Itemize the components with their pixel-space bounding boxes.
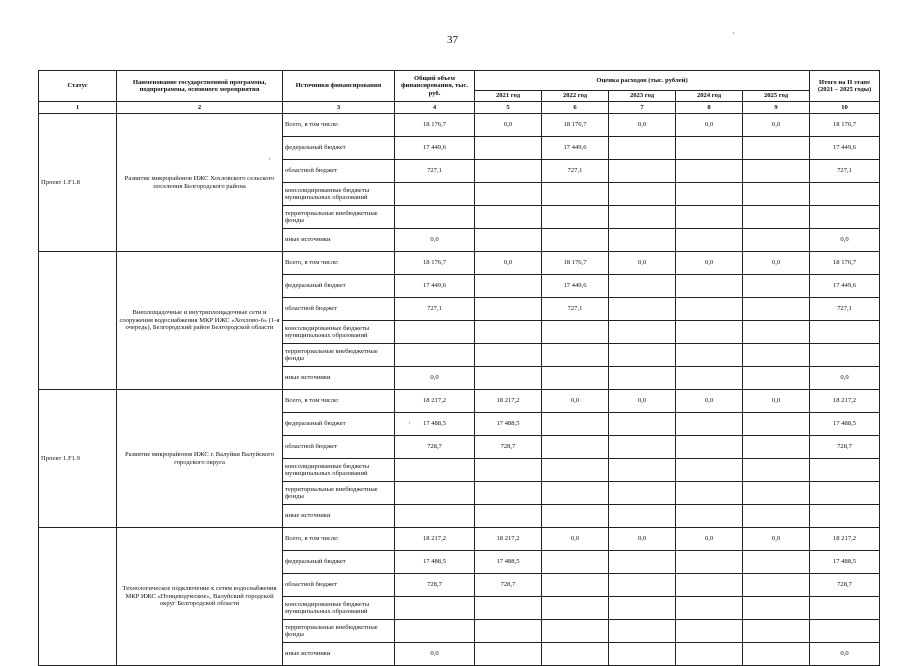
amount-cell [676,413,743,436]
amount-cell [609,321,676,344]
amount-cell: 0,0 [676,252,743,275]
amount-cell: 18 217,2 [810,528,880,551]
amount-cell [676,597,743,620]
amount-cell [743,620,810,643]
amount-cell [609,183,676,206]
funding-source: федеральный бюджет [283,551,395,574]
amount-cell [475,183,542,206]
amount-cell [743,137,810,160]
funding-source: федеральный бюджет [283,413,395,436]
funding-source: областной бюджет [283,436,395,459]
column-index: 7 [609,102,676,114]
funding-source: Всего, в том числе: [283,390,395,413]
amount-cell [395,597,475,620]
amount-cell [609,298,676,321]
amount-cell [475,229,542,252]
funding-source: областной бюджет [283,298,395,321]
amount-cell: 0,0 [810,229,880,252]
amount-cell [676,137,743,160]
amount-cell [542,643,609,666]
header-stage-total: Итого на II этапе (2021 – 2025 годы) [810,71,880,102]
amount-cell [475,459,542,482]
amount-cell [609,482,676,505]
project-status [39,528,117,666]
column-index-row [39,102,880,114]
scan-speck: · [732,28,735,38]
amount-cell [676,367,743,390]
amount-cell: 727,1 [810,160,880,183]
amount-cell: 18 217,2 [810,390,880,413]
amount-cell [475,597,542,620]
funding-source: областной бюджет [283,160,395,183]
amount-cell [542,321,609,344]
project-name: Развитие микрорайонов ИЖС г. Валуйки Валуйского городского округа [117,390,283,528]
amount-cell: 0,0 [743,390,810,413]
amount-cell [542,367,609,390]
amount-cell: 0,0 [676,390,743,413]
amount-cell: 727,1 [395,160,475,183]
amount-cell [542,482,609,505]
scan-speck: · [408,418,411,428]
amount-cell: 17 488,5 [810,551,880,574]
amount-cell [743,183,810,206]
project-status: Проект 1.F1.8 [39,114,117,252]
amount-cell [743,459,810,482]
amount-cell [810,505,880,528]
amount-cell: 17 488,5 [395,413,475,436]
amount-cell: 18 217,2 [395,390,475,413]
amount-cell: 727,1 [542,298,609,321]
amount-cell [676,436,743,459]
amount-cell: 18 217,2 [475,528,542,551]
column-index: 3 [283,102,395,114]
column-index: 4 [395,102,475,114]
project-name: Внеплощадочные и внутриплощадочные сети и сооружения водоснабжения МКР ИЖС «Хохлово-6» (1-я очередь), Белгородский район Белгородской области [117,252,283,390]
amount-cell [475,160,542,183]
column-index: 6 [542,102,609,114]
amount-cell [743,321,810,344]
amount-cell [475,321,542,344]
header-name: Наименование государственной программы, подпрограммы, основного мероприятия [117,71,283,102]
amount-cell [676,321,743,344]
amount-cell [743,597,810,620]
amount-cell [609,436,676,459]
amount-cell [743,643,810,666]
amount-cell [542,459,609,482]
amount-cell: 0,0 [475,114,542,137]
amount-cell [676,344,743,367]
amount-cell [810,344,880,367]
funding-source: федеральный бюджет [283,137,395,160]
amount-cell: 0,0 [609,390,676,413]
column-index: 8 [676,102,743,114]
amount-cell [395,620,475,643]
amount-cell [609,160,676,183]
table-row [39,114,880,137]
funding-source: территориальные внебюджетные фонды [283,206,395,229]
project-status: Проект 1.F1.9 [39,390,117,528]
amount-cell [810,183,880,206]
amount-cell [609,413,676,436]
column-index: 2 [117,102,283,114]
amount-cell [743,206,810,229]
amount-cell: 0,0 [743,114,810,137]
funding-source: иные источники [283,367,395,390]
amount-cell [609,344,676,367]
amount-cell [542,206,609,229]
amount-cell [542,574,609,597]
amount-cell [542,413,609,436]
amount-cell: 17 449,6 [542,275,609,298]
amount-cell [609,229,676,252]
page-number: 37 [447,34,458,46]
amount-cell [810,459,880,482]
header-year: 2025 год [743,91,810,102]
amount-cell: 0,0 [810,643,880,666]
header-total: Общий объем финансирования, тыс. руб. [395,71,475,102]
amount-cell [395,206,475,229]
amount-cell [542,183,609,206]
amount-cell [676,459,743,482]
amount-cell [743,298,810,321]
amount-cell [676,482,743,505]
amount-cell: 728,7 [810,574,880,597]
amount-cell [743,367,810,390]
amount-cell [609,505,676,528]
amount-cell [676,160,743,183]
funding-source: иные источники [283,505,395,528]
amount-cell [810,206,880,229]
amount-cell [395,344,475,367]
amount-cell [609,574,676,597]
funding-source: федеральный бюджет [283,275,395,298]
column-index: 1 [39,102,117,114]
amount-cell: 17 488,5 [810,413,880,436]
amount-cell: 17 488,5 [475,413,542,436]
amount-cell [676,206,743,229]
funding-source: Всего, в том числе: [283,114,395,137]
amount-cell [609,643,676,666]
amount-cell [810,321,880,344]
amount-cell [609,367,676,390]
amount-cell: 18 217,2 [395,528,475,551]
header-year: 2022 год [542,91,609,102]
amount-cell [475,643,542,666]
amount-cell [676,643,743,666]
funding-source: консолидированные бюджеты муниципальных образований [283,183,395,206]
amount-cell [475,137,542,160]
amount-cell [676,620,743,643]
amount-cell: 0,0 [395,229,475,252]
amount-cell [676,551,743,574]
amount-cell [676,574,743,597]
amount-cell: 17 449,6 [810,275,880,298]
amount-cell [743,551,810,574]
amount-cell: 0,0 [609,114,676,137]
amount-cell [609,620,676,643]
project-name: Технологическое подключение к сетям водоснабжения МКР ИЖС «Птицеводческое», Валуйский городской округ Белгородской области [117,528,283,666]
amount-cell [395,482,475,505]
amount-cell [609,206,676,229]
header-year: 2024 год [676,91,743,102]
amount-cell: 18 176,7 [810,114,880,137]
funding-source: территориальные внебюджетные фонды [283,620,395,643]
column-index: 5 [475,102,542,114]
amount-cell [542,551,609,574]
scan-speck: · [268,154,271,164]
header-year: 2023 год [609,91,676,102]
amount-cell [542,436,609,459]
amount-cell: 728,7 [810,436,880,459]
amount-cell: 0,0 [810,367,880,390]
header-sources: Источники финансирования [283,71,395,102]
amount-cell [395,505,475,528]
amount-cell [743,505,810,528]
amount-cell: 0,0 [743,252,810,275]
funding-source: Всего, в том числе: [283,252,395,275]
amount-cell: 18 176,7 [395,252,475,275]
amount-cell [542,597,609,620]
amount-cell [743,160,810,183]
table-row [39,390,880,413]
amount-cell: 0,0 [609,528,676,551]
amount-cell [743,229,810,252]
column-index: 10 [810,102,880,114]
amount-cell [609,137,676,160]
amount-cell: 728,7 [395,574,475,597]
amount-cell [395,183,475,206]
project-name: Развитие микрорайонов ИЖС Хохловского сельского поселения Белгородского района [117,114,283,252]
amount-cell: 0,0 [743,528,810,551]
amount-cell: 18 217,2 [475,390,542,413]
amount-cell [676,229,743,252]
amount-cell [676,183,743,206]
amount-cell [475,367,542,390]
amount-cell: 728,7 [475,436,542,459]
amount-cell: 728,7 [475,574,542,597]
funding-source: областной бюджет [283,574,395,597]
amount-cell [542,620,609,643]
amount-cell [475,275,542,298]
amount-cell: 728,7 [395,436,475,459]
amount-cell [475,620,542,643]
amount-cell [542,229,609,252]
amount-cell [676,275,743,298]
amount-cell [743,344,810,367]
funding-source: территориальные внебюджетные фонды [283,482,395,505]
amount-cell [810,620,880,643]
funding-source: консолидированные бюджеты муниципальных образований [283,459,395,482]
amount-cell [609,597,676,620]
amount-cell: 17 488,5 [395,551,475,574]
amount-cell [475,344,542,367]
amount-cell [743,413,810,436]
amount-cell [743,436,810,459]
amount-cell: 18 176,7 [395,114,475,137]
financing-table [38,70,880,666]
funding-source: консолидированные бюджеты муниципальных образований [283,597,395,620]
header-status: Статус [39,71,117,102]
header-estimate: Оценка расходов (тыс. рублей) [475,71,810,91]
table-body [39,114,880,666]
amount-cell: 0,0 [676,114,743,137]
amount-cell: 17 449,6 [395,137,475,160]
amount-cell: 0,0 [609,252,676,275]
funding-source: Всего, в том числе: [283,528,395,551]
amount-cell: 0,0 [395,367,475,390]
amount-cell [475,482,542,505]
amount-cell: 0,0 [542,528,609,551]
amount-cell [395,321,475,344]
amount-cell [475,206,542,229]
amount-cell: 17 488,5 [475,551,542,574]
amount-cell [810,482,880,505]
funding-source: иные источники [283,229,395,252]
funding-source: консолидированные бюджеты муниципальных образований [283,321,395,344]
amount-cell: 727,1 [810,298,880,321]
amount-cell [475,298,542,321]
amount-cell [542,344,609,367]
amount-cell: 17 449,6 [542,137,609,160]
amount-cell [542,505,609,528]
column-index: 9 [743,102,810,114]
amount-cell [676,298,743,321]
amount-cell [743,275,810,298]
table-row [39,528,880,551]
amount-cell: 0,0 [676,528,743,551]
amount-cell: 0,0 [542,390,609,413]
amount-cell: 17 449,6 [395,275,475,298]
amount-cell [810,597,880,620]
amount-cell: 18 176,7 [810,252,880,275]
amount-cell [395,459,475,482]
project-status [39,252,117,390]
amount-cell [609,551,676,574]
funding-source: территориальные внебюджетные фонды [283,344,395,367]
amount-cell: 18 176,7 [542,114,609,137]
amount-cell [743,574,810,597]
amount-cell: 727,1 [542,160,609,183]
amount-cell: 18 176,7 [542,252,609,275]
amount-cell: 17 449,6 [810,137,880,160]
amount-cell: 727,1 [395,298,475,321]
amount-cell: 0,0 [475,252,542,275]
table-row [39,252,880,275]
amount-cell [609,275,676,298]
amount-cell [475,505,542,528]
amount-cell [676,505,743,528]
header-year: 2021 год [475,91,542,102]
amount-cell [609,459,676,482]
amount-cell [743,482,810,505]
funding-source: иные источники [283,643,395,666]
amount-cell: 0,0 [395,643,475,666]
